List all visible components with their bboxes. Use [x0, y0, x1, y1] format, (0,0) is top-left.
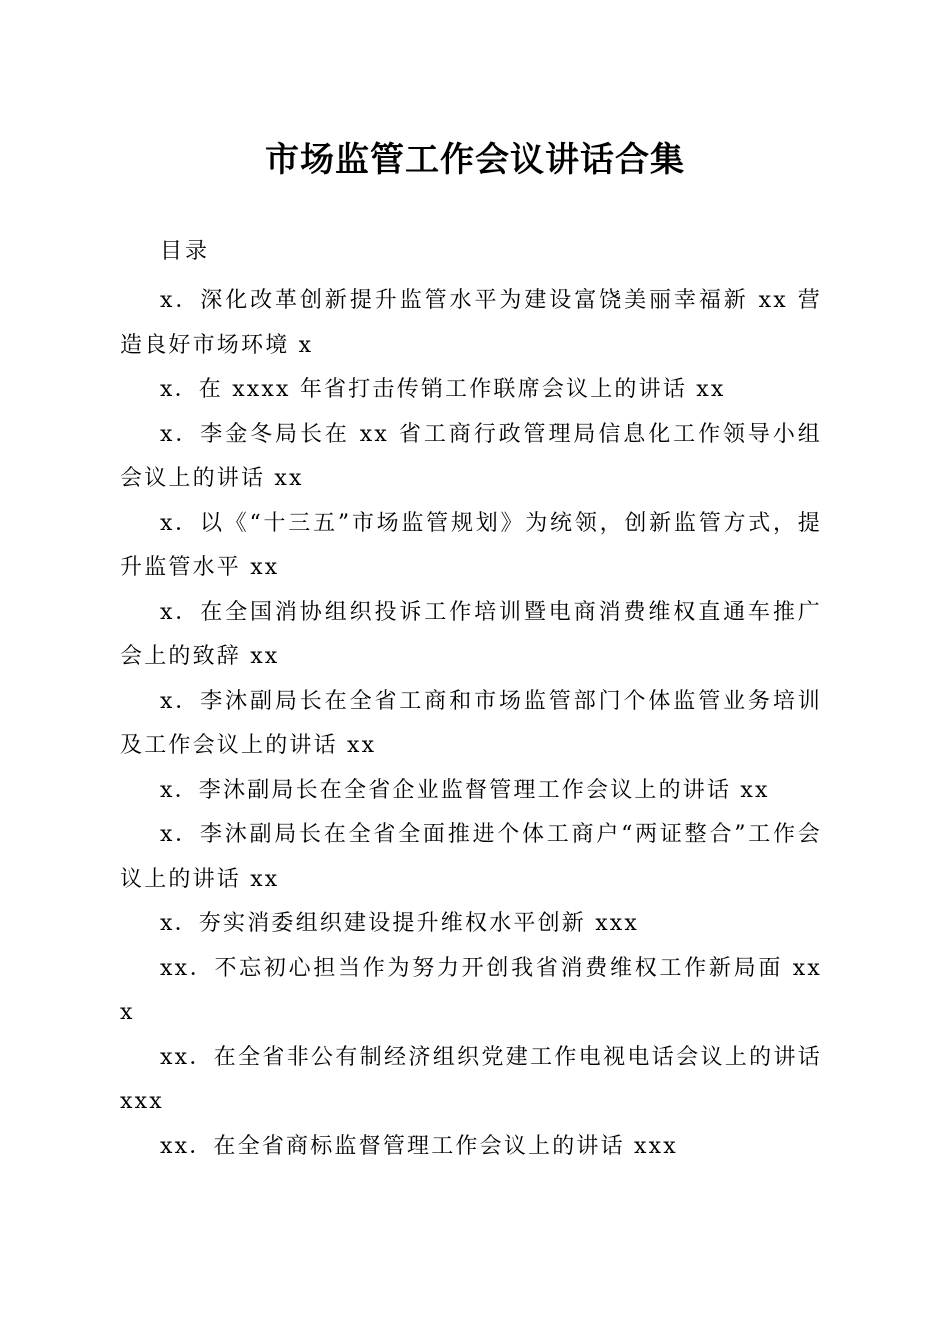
toc-item: x．夯实消委组织建设提升维权水平创新 xxx [160, 911, 640, 936]
toc-item: x．李沐副局长在全省工商和市场监管部门个体监管业务培训及工作会议上的讲话 xx [120, 688, 822, 758]
toc-item: x．李沐副局长在全省企业监督管理工作会议上的讲话 xx [160, 777, 770, 803]
toc-list [120, 279, 822, 1169]
toc-item: x．深化改革创新提升监管水平为建设富饶美丽幸福新 xx 营造良好市场环境 x [120, 288, 822, 358]
toc-item: xx．在全省非公有制经济组织党建工作电视电话会议上的讲话 xxx [120, 1044, 822, 1114]
toc-item: x．以《“十三五”市场监管规划》为统领，创新监管方式，提升监管水平 xx [120, 510, 822, 580]
toc-item: xx．在全省商标监督管理工作会议上的讲话 xxx [160, 1133, 678, 1159]
toc-item: x．李金冬局长在 xx 省工商行政管理局信息化工作领导小组会议上的讲话 xx [120, 421, 822, 491]
toc-heading: 目录 [160, 239, 211, 264]
toc-item: xx．不忘初心担当作为努力开创我省消费维权工作新局面 xxx [120, 955, 822, 1025]
document-title: 市场监管工作会议讲话合集 [265, 140, 685, 180]
toc-item: x．在 xxxx 年省打击传销工作联席会议上的讲话 xx [160, 377, 726, 402]
toc-item: x．李沐副局长在全省全面推进个体工商户“两证整合”工作会议上的讲话 xx [120, 822, 822, 892]
toc-item: x．在全国消协组织投诉工作培训暨电商消费维权直通车推广会上的致辞 xx [120, 599, 822, 669]
